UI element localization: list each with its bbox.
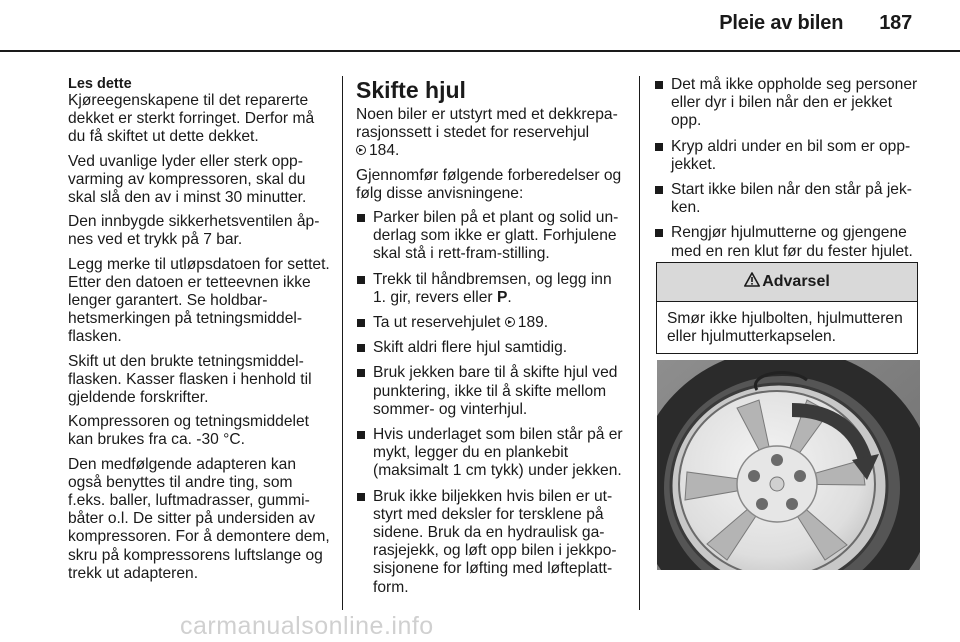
paragraph: Legg merke til utløpsdatoen for settet. Etter den datoen er tetteevnen ikke lenger garantert. Se holdbarhetsmerkingen på tetningsmiddelflasken.	[68, 255, 330, 346]
list-item	[356, 314, 624, 332]
column-left	[68, 76, 330, 589]
preparation-list	[356, 209, 624, 597]
bullet-square-icon	[357, 493, 365, 501]
bullet-square-icon	[357, 276, 365, 284]
list-item	[356, 488, 624, 597]
column-divider	[639, 76, 640, 610]
list-item-text: Bruk ikke biljekken hvis bilen er utstyrt med deksler for tersklene på sidene. Bruk da en hydraulisk garasjejekk, og løft opp bilen i jekkposisjonene for løfting med løfteplattform.	[373, 487, 617, 596]
page-number: 187	[879, 12, 912, 34]
list-item	[654, 76, 920, 131]
bullet-square-icon	[655, 229, 663, 237]
header-divider	[0, 50, 960, 52]
page-reference[interactable]: 189.	[517, 314, 549, 332]
list-item	[654, 138, 920, 174]
bullet-square-icon	[655, 186, 663, 194]
list-item	[356, 209, 624, 264]
watermark: carmanualsonline.info	[180, 612, 434, 640]
list-item	[356, 339, 624, 357]
list-item	[654, 181, 920, 217]
bullet-square-icon	[357, 369, 365, 377]
wheel-cover-illustration	[657, 360, 920, 570]
list-item-text: Ta ut reservehjulet	[373, 314, 501, 332]
list-item-text: Parker bilen på et plant og solid underlag som ikke er glatt. Forhjulene skal stå i rett-fram-stilling.	[373, 209, 619, 263]
list-item-text: Rengjør hjulmutterne og gjengene med en ren klut før du fester hjulet.	[671, 224, 913, 260]
bullet-square-icon	[357, 431, 365, 439]
bullet-square-icon	[357, 319, 365, 327]
list-item-text: Hvis underlaget som bilen står på er mykt, legger du en plankebit (maksimalt 1 cm tykk) under jekken.	[373, 426, 623, 480]
warning-header	[657, 263, 917, 302]
list-item-text: Skift aldri flere hjul samtidig.	[373, 339, 568, 357]
bullet-square-icon	[655, 81, 663, 89]
page-reference[interactable]: 184.	[369, 142, 400, 160]
instructions-paragraph: Gjennomfør følgende forberedelser og følg disse anvisningene:	[356, 166, 622, 202]
column-middle	[356, 76, 624, 604]
paragraph: Skift ut den brukte tetningsmiddelflasken. Kasser flasken i henhold til gjeldende forskrifter.	[68, 352, 312, 407]
list-item	[356, 426, 624, 481]
column-divider	[342, 76, 343, 610]
page-title: Pleie av bilen	[719, 12, 844, 34]
list-item-text: .	[507, 288, 512, 306]
section-title: Skifte hjul	[356, 77, 466, 103]
list-item-text: Det må ikke oppholde seg personer eller dyr i bilen når den er jekket opp.	[671, 76, 918, 130]
bullet-square-icon	[357, 344, 365, 352]
list-item	[654, 224, 920, 260]
cross-reference-icon	[356, 145, 366, 155]
bullet-square-icon	[655, 143, 663, 151]
list-item-text: Bruk jekken bare til å skifte hjul ved punktering, ikke til å skifte mellom sommer- og vinterhjul.	[373, 364, 618, 418]
paragraph: Kjøreegenskapene til det reparerte dekket er sterkt forringet. Derfor må du få skiftet ut dette dekket.	[68, 92, 315, 146]
gear-p-label: P	[496, 288, 508, 306]
list-item-text: Kryp aldri under en bil som er oppjekket.	[671, 137, 911, 173]
paragraph: Den medfølgende adapteren kan også benyttes til andre ting, som f.eks. baller, luftmadrasser, gummibåter o.l. De sitter på undersiden av kompressoren. For å demontere dem, skru på kompressorens luftslange og trekk ut adapteren.	[68, 455, 330, 582]
warning-title: Advarsel	[762, 273, 830, 290]
intro-text: Noen biler er utstyrt med et dekkreparasjonssett i stedet for reservehjul	[356, 106, 618, 142]
note-heading: Les dette	[68, 76, 132, 92]
safety-list	[654, 76, 920, 261]
column-right	[654, 76, 920, 268]
intro-paragraph	[356, 106, 624, 161]
warning-triangle-icon	[744, 272, 760, 292]
list-item-text: Trekk til håndbremsen, og legg inn 1. gir, revers eller	[373, 270, 612, 306]
page-header	[719, 12, 912, 35]
warning-text: Smør ikke hjulbolten, hjulmutteren eller hjulmutterkapselen.	[667, 310, 903, 346]
list-item	[356, 271, 624, 307]
warning-box	[656, 262, 918, 354]
list-item	[356, 364, 624, 419]
list-item-text: Start ikke bilen når den står på jekken.	[671, 181, 912, 217]
bullet-square-icon	[357, 214, 365, 222]
cross-reference-icon	[505, 317, 515, 327]
paragraph: Den innbygde sikkerhetsventilen åpnes ved et trykk på 7 bar.	[68, 213, 320, 249]
paragraph: Ved uvanlige lyder eller sterk oppvarming av kompressoren, skal du skal slå den av i minst 30 minutter.	[68, 152, 307, 207]
paragraph: Kompressoren og tetningsmiddelet kan brukes fra ca. -30 °C.	[68, 413, 309, 449]
